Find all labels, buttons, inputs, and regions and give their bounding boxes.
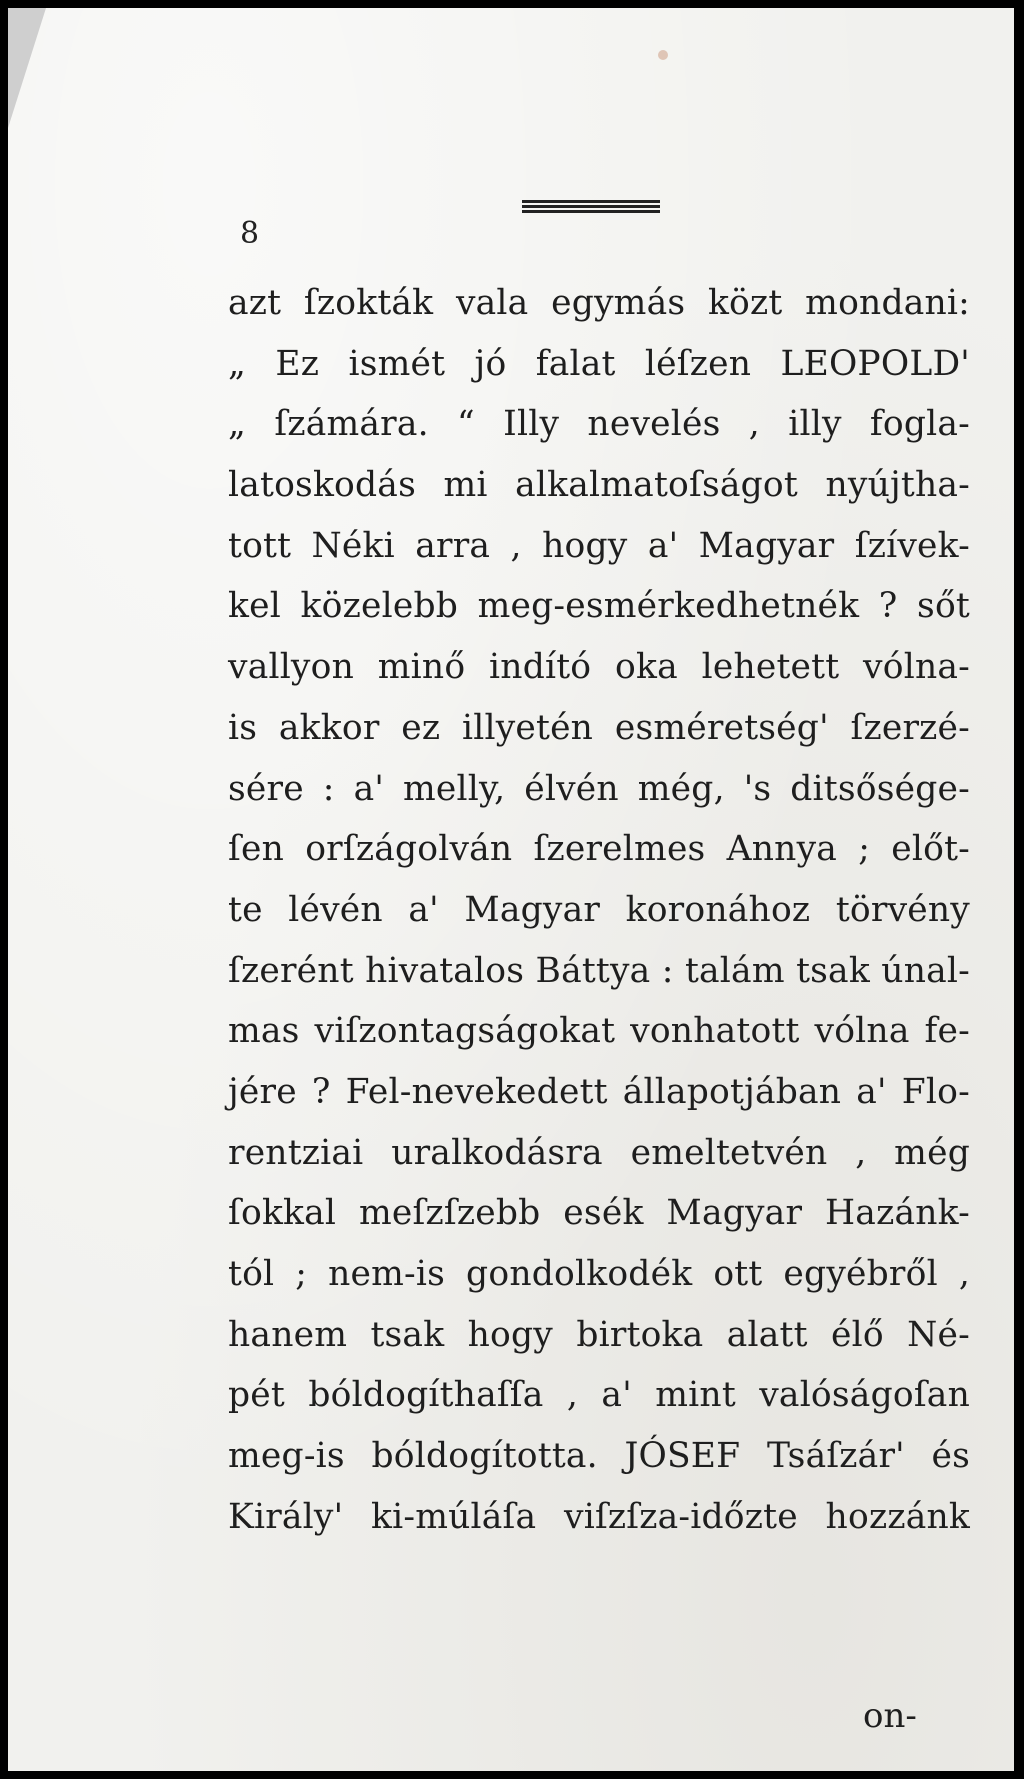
- text-line: pét bóldogíthaſſa , a' mint valóságoſan: [228, 1375, 970, 1416]
- text-line: tott Néki arra , hogy a' Magyar ſzívek-: [228, 525, 970, 566]
- text-line: tól ; nem-is gondolkodék ott egyébről ,: [228, 1254, 970, 1294]
- text-line: is akkor ez illyetén esméretség' ſzerzé-: [228, 707, 970, 748]
- header-rule: [522, 200, 660, 203]
- text-line: ſen orſzágolván ſzerelmes Annya ; előt-: [228, 829, 970, 870]
- book-page: [8, 8, 1014, 1771]
- text-line: Király' ki-múláſa viſzſza-időzte hozzánk: [228, 1496, 970, 1537]
- text-line: te lévén a' Magyar koronához törvény: [228, 889, 970, 930]
- text-line: hanem tsak hogy birtoka alatt élő Né-: [228, 1314, 970, 1355]
- text-line: mas viſzontagságokat vonhatott vólna fe-: [228, 1011, 970, 1052]
- text-line: vallyon minő indító oka lehetett vólna-: [228, 647, 970, 688]
- text-line: jére ? Fel-nevekedett állapotjában a' Flo-: [228, 1071, 970, 1112]
- body-text: [228, 273, 970, 1547]
- text-line: ſzerént hivatalos Báttya : talám tsak únal-: [228, 950, 970, 991]
- text-line: azt ſzokták vala egymás közt mondani:: [228, 283, 970, 323]
- text-line: „ ſzámára. “ Illy nevelés , illy fogla-: [228, 404, 970, 445]
- catchword: on-: [863, 1696, 917, 1736]
- page-number: 8: [240, 216, 260, 251]
- text-line: sére : a' melly, élvén még, 's ditsősége-: [228, 768, 970, 809]
- text-line: „ Ez ismét jó falat léſzen LEOPOLD': [228, 343, 970, 384]
- text-line: latoskodás mi alkalmatoſságot nyújtha-: [228, 465, 970, 506]
- text-line: rentziai uralkodásra emeltetvén , még: [228, 1132, 970, 1173]
- text-line: ſokkal meſzſzebb esék Magyar Hazánk-: [228, 1193, 970, 1234]
- text-line: meg-is bóldogította. JÓSEF Tsáſzár' és: [228, 1436, 970, 1477]
- page-corner-fold: [8, 8, 46, 128]
- ink-spot: [658, 50, 668, 60]
- text-line: kel közelebb meg-esmérkedhetnék ? sőt: [228, 586, 970, 627]
